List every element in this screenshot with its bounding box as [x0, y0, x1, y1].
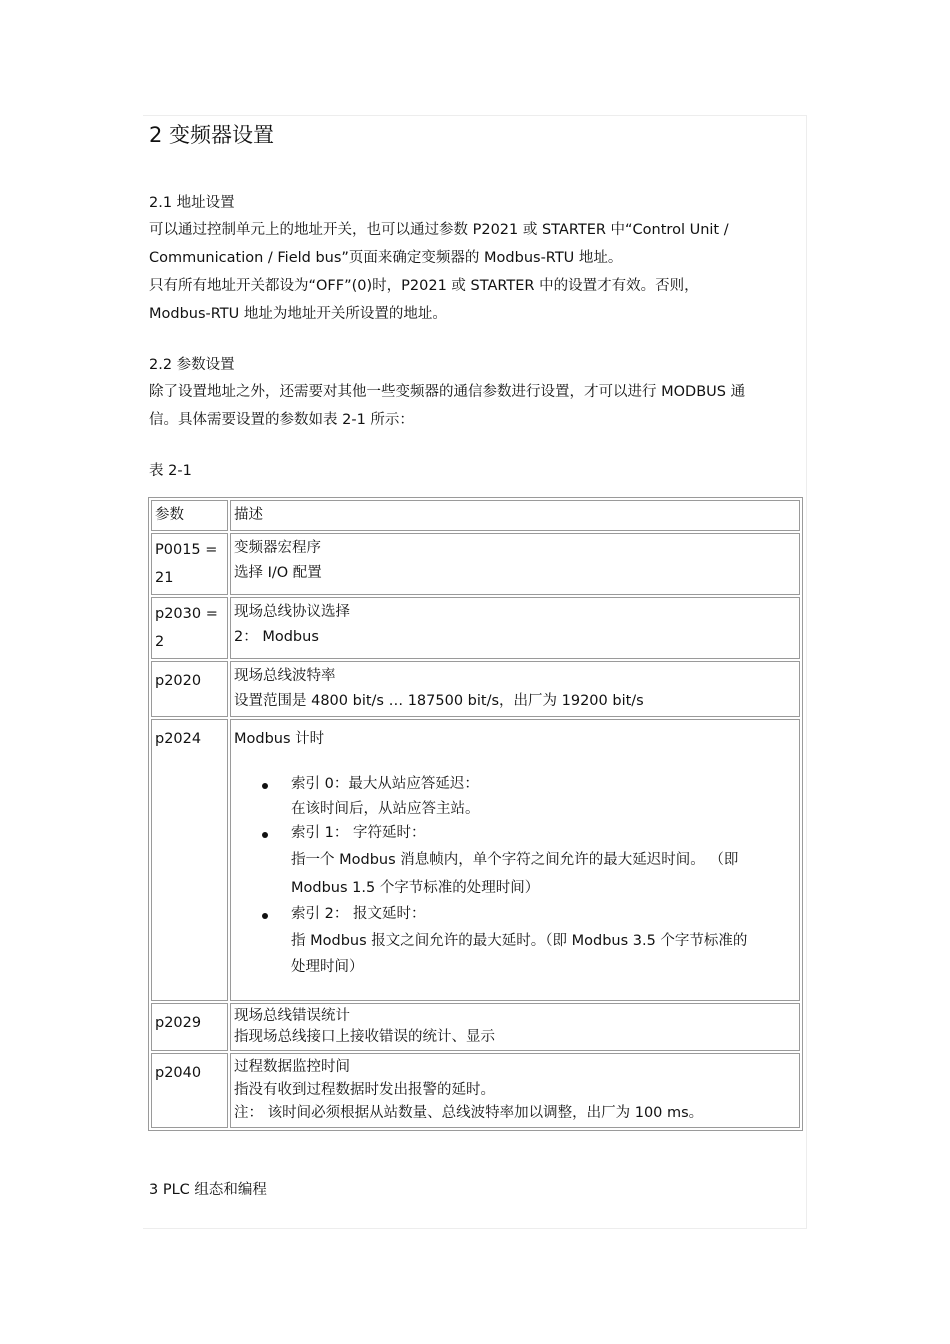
desc-line: 选择 I/O 配置	[234, 565, 322, 581]
section-2-title: 2 变频器设置	[149, 123, 275, 147]
desc-line: 注： 该时间必须根据从站数量、总线波特率加以调整，出厂为 100 ms。	[234, 1105, 704, 1121]
bullet-text: 指一个 Modbus 消息帧内，单个字符之间允许的最大延迟时间。 （即	[291, 852, 739, 868]
table-row	[151, 719, 800, 1001]
spacer	[149, 434, 804, 458]
param-cell	[151, 719, 228, 1001]
address-text-line3: 只有所有地址开关都设为“OFF”(0)时，P2021 或 STARTER 中的设置才有效。否则，	[149, 278, 699, 294]
param-line: p2020	[155, 673, 202, 689]
spacer	[149, 152, 804, 190]
timing-list	[234, 772, 796, 979]
desc-cell	[230, 1003, 800, 1051]
bullet-text: Modbus 1.5 个字节标准的处理时间）	[291, 880, 540, 896]
desc-cell	[230, 661, 800, 717]
param-cell	[151, 1003, 228, 1051]
param-line: 21	[155, 570, 174, 586]
section-2-2-heading: 2.2 参数设置	[149, 357, 235, 373]
param-text-line1: 除了设置地址之外，还需要对其他一些变频器的通信参数进行设置，才可以进行 MODBUS 通	[149, 384, 746, 400]
param-line: p2024	[155, 731, 202, 747]
list-item	[234, 772, 796, 821]
section-2-1-heading: 2.1 地址设置	[149, 195, 235, 211]
list-item	[234, 902, 796, 979]
param-cell	[151, 533, 228, 595]
bullet-icon	[262, 913, 268, 919]
parameter-table	[148, 497, 803, 1131]
desc-line: 现场总线协议选择	[234, 604, 350, 620]
param-line: p2040	[155, 1065, 202, 1081]
bullet-text: 处理时间）	[291, 959, 364, 975]
header-desc: 描述	[230, 500, 800, 531]
desc-cell	[230, 1053, 800, 1128]
desc-title: Modbus 计时	[234, 731, 325, 747]
table-row	[151, 533, 800, 595]
desc-cell	[230, 597, 800, 659]
document-body	[149, 118, 804, 484]
desc-line: 现场总线波特率	[234, 668, 336, 684]
bullet-icon	[262, 783, 268, 789]
table-row	[151, 661, 800, 717]
param-line: 2	[155, 634, 165, 650]
address-text-line2: Communication / Field bus”页面来确定变频器的 Modbus-RTU 地址。	[149, 250, 623, 266]
desc-line: 现场总线错误统计	[234, 1008, 350, 1024]
header-param: 参数	[151, 500, 228, 531]
address-text-line4: Modbus-RTU 地址为地址开关所设置的地址。	[149, 306, 447, 322]
table-row	[151, 1003, 800, 1051]
desc-line: 过程数据监控时间	[234, 1059, 350, 1075]
section-3-title: 3 PLC 组态和编程	[149, 1182, 267, 1198]
parameter-table-wrapper	[148, 497, 803, 1131]
table-header-row	[151, 500, 800, 531]
desc-line: 2： Modbus	[234, 629, 319, 645]
desc-cell	[230, 533, 800, 595]
table-row	[151, 597, 800, 659]
desc-line: 指现场总线接口上接收错误的统计、显示	[234, 1029, 495, 1045]
param-cell	[151, 597, 228, 659]
param-line: P0015 =	[155, 542, 218, 558]
param-line: p2030 =	[155, 606, 218, 622]
desc-line: 设置范围是 4800 bit/s … 187500 bit/s，出厂为 19200 bit/s	[234, 693, 644, 709]
bullet-icon	[262, 832, 268, 838]
bullet-text: 指 Modbus 报文之间允许的最大延时。（即 Modbus 3.5 个字节标准的	[291, 933, 748, 949]
param-cell	[151, 661, 228, 717]
spacer	[234, 756, 796, 772]
table-row	[151, 1053, 800, 1128]
table-caption: 表 2-1	[149, 463, 192, 479]
desc-cell	[230, 719, 800, 1001]
bullet-text: 在该时间后，从站应答主站。	[291, 801, 480, 817]
param-text-line2: 信。具体需要设置的参数如表 2-1 所示：	[149, 412, 414, 428]
desc-line: 变频器宏程序	[234, 540, 321, 556]
bullet-label: 索引 1： 字符延时：	[291, 825, 426, 841]
desc-line: 指没有收到过程数据时发出报警的延时。	[234, 1082, 495, 1098]
bullet-label: 索引 0：最大从站应答延迟：	[291, 776, 479, 792]
bullet-label: 索引 2： 报文延时：	[291, 906, 426, 922]
param-line: p2029	[155, 1015, 202, 1031]
list-item	[234, 821, 796, 902]
param-cell	[151, 1053, 228, 1128]
address-text-line1: 可以通过控制单元上的地址开关，也可以通过参数 P2021 或 STARTER 中“Control Unit /	[149, 222, 729, 238]
spacer	[149, 328, 804, 352]
